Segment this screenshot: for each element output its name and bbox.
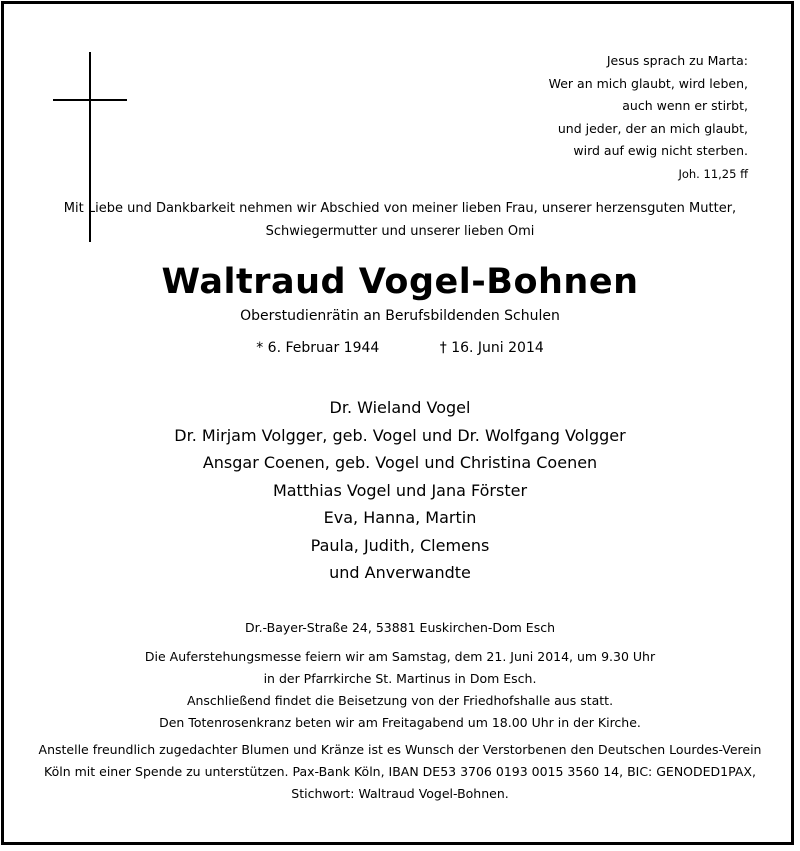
donation-line: Stichwort: Waltraud Vogel-Bohnen. <box>291 786 509 801</box>
service-line: in der Pfarrkirche St. Martinus in Dom Esch. <box>263 671 537 686</box>
donation-line: Köln mit einer Spende zu unterstützen. Pax-Bank Köln, IBAN DE53 3706 0193 0015 3560 14, BIC: GENODED1PAX, <box>44 764 756 779</box>
mourner-line: Ansgar Coenen, geb. Vogel und Christina Coenen <box>202 453 598 472</box>
verse-line: Wer an mich glaubt, wird leben, <box>548 75 748 91</box>
cross-horizontal-bar <box>53 99 127 101</box>
donation-line: Anstelle freundlich zugedachter Blumen und Kränze ist es Wunsch der Verstorbenen den Deutschen Lourdes-Verein <box>38 742 762 757</box>
mourner-line: Paula, Judith, Clemens <box>310 535 490 555</box>
mourner-line: Matthias Vogel und Jana Förster <box>272 480 528 500</box>
mourner-line: und Anverwandte <box>329 563 471 582</box>
service-line: Die Auferstehungsmesse feiern wir am Samstag, dem 21. Juni 2014, um 9.30 Uhr <box>144 649 656 664</box>
mourner-line: Eva, Hanna, Martin <box>323 508 477 527</box>
deceased-name: Waltraud Vogel-Bohnen <box>161 262 639 302</box>
verse-reference: Joh. 11,25 ff <box>678 166 748 181</box>
service-line: Anschließend findet die Beisetzung von der Friedhofshalle aus statt. <box>186 693 614 708</box>
bible-verse <box>549 50 748 185</box>
intro-line: Schwiegermutter und unserer lieben Omi <box>265 224 535 239</box>
service-line: Den Totenrosenkranz beten wir am Freitagabend um 18.00 Uhr in der Kirche. <box>159 715 641 730</box>
verse-line: Jesus sprach zu Marta: <box>606 53 748 68</box>
verse-line: und jeder, der an mich glaubt, <box>557 120 748 136</box>
verse-line: wird auf ewig nicht sterben. <box>573 143 748 158</box>
mourner-line: Dr. Wieland Vogel <box>329 398 471 417</box>
verse-line: auch wenn er stirbt, <box>622 98 748 113</box>
intro-text <box>0 197 800 243</box>
birth-date: * 6. Februar 1944 <box>256 340 380 356</box>
mourners-list <box>0 394 800 587</box>
donation-info <box>0 739 800 805</box>
family-address: Dr.-Bayer-Straße 24, 53881 Euskirchen-Dom Esch <box>244 620 556 635</box>
intro-line: Mit Liebe und Dankbarkeit nehmen wir Abschied von meiner lieben Frau, unserer herzensguten Mutter, <box>63 201 737 216</box>
service-info <box>0 646 800 734</box>
death-date: † 16. Juni 2014 <box>439 340 544 356</box>
deceased-title: Oberstudienrätin an Berufsbildenden Schulen <box>240 308 560 324</box>
mourner-line: Dr. Mirjam Volgger, geb. Vogel und Dr. Wolfgang Volgger <box>174 425 626 445</box>
life-dates <box>0 338 800 358</box>
